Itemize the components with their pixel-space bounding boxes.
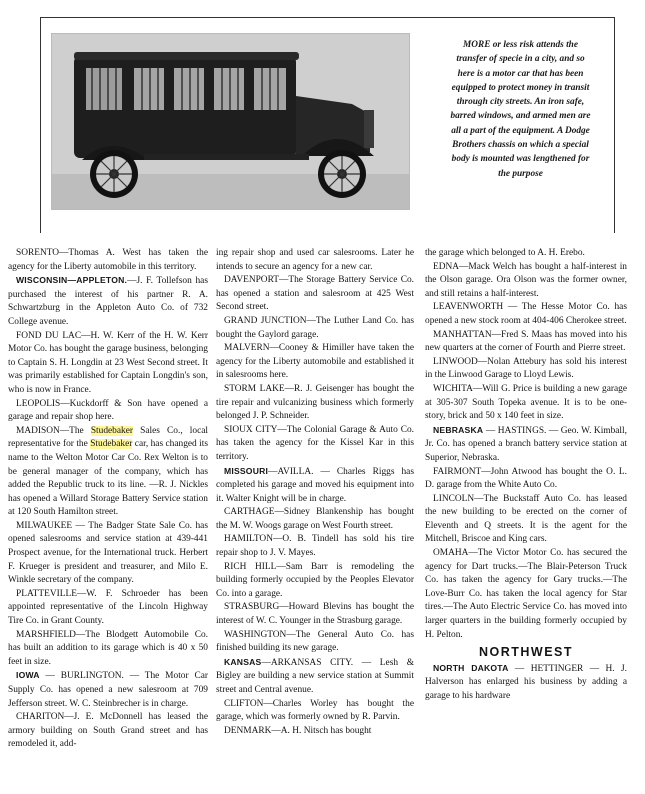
news-item — [216, 342, 414, 383]
news-item — [8, 669, 208, 711]
news-text: the garage which belonged to A. H. Erebo. — [425, 248, 585, 258]
news-item — [425, 424, 627, 466]
news-item — [425, 466, 627, 493]
news-item — [8, 274, 208, 329]
state-heading: WISCONSIN—APPLETON. — [16, 275, 128, 286]
text-column-2 — [216, 247, 414, 738]
news-text: DENMARK—A. H. Nitsch has bought — [224, 725, 372, 736]
news-text: SORENTO—Thomas A. West has taken the agency for the Liberty automobile in this territory. — [8, 248, 208, 272]
news-text: MANHATTAN—Fred S. Maas has moved into his new quarters at the corner of Fourth and Pierre street. — [425, 329, 627, 354]
news-item — [216, 383, 414, 424]
state-heading: NORTH DAKOTA — [433, 662, 509, 673]
news-text: —J. F. Tollefson has purchased the interest of his partner R. A. Schwartzburg in the Appleton Auto Co. of 732 College avenue. — [8, 276, 208, 327]
news-item — [8, 629, 208, 670]
news-text: CLIFTON—Charles Worley has bought the garage, which was formerly owned by R. Parvin. — [216, 698, 414, 723]
news-item — [216, 725, 414, 739]
news-text: HAMILTON—O. B. Tindell has sold his tire repair shop to J. V. Mayes. — [216, 534, 414, 559]
photo-caption — [448, 38, 593, 181]
news-item — [425, 329, 627, 356]
state-heading: KANSAS — [224, 656, 262, 667]
news-item — [216, 247, 414, 274]
news-item — [425, 547, 627, 642]
news-text: GRAND JUNCTION—The Luther Land Co. has bought the Gaylord garage. — [216, 315, 414, 340]
news-text: DAVENPORT—The Storage Battery Service Co. has opened a station and salesroom at 425 West Second street. — [216, 275, 414, 313]
news-text: LINWOOD—Nolan Attebury has sold his interest in the Linwood Garage to Lloyd Lewis. — [425, 356, 627, 381]
news-item — [216, 629, 414, 656]
news-text: —AVILLA. — Charles Riggs has completed his garage and moved his equipment into it. Walter Knight will be in charge. — [216, 466, 414, 504]
armored-car-photo — [51, 33, 410, 210]
news-text: FOND DU LAC—H. W. Kerr of the H. W. Kerr Motor Co. has bought the garage business, belonging to Captain S. H. Longdin at 23 West Second street. It was primarily established for Captain Longdin's son, who is now in France. — [8, 330, 208, 395]
news-item — [8, 330, 208, 398]
news-text: LEAVENWORTH — The Hesse Motor Co. has opened a new stock room at 404-406 Cherokee street. — [425, 302, 627, 326]
news-item — [8, 520, 208, 588]
section-heading: NORTHWEST — [478, 645, 574, 660]
news-item — [425, 356, 627, 383]
state-heading: MISSOURI — [224, 465, 269, 476]
news-text: MARSHFIELD—The Blodgett Automobile Co. has built an addition to its garage which is 40 x 50 feet in size. — [8, 629, 208, 667]
news-text: — BURLINGTON. — The Motor Car Supply Co. has opened a new salesroom at 709 Jefferson street. W. C. Steinbrecher is in charge. — [8, 671, 208, 709]
news-text: CHARITON—J. E. McDonnell has leased the armory building on South Grand street and has remodeled it, add- — [8, 712, 208, 750]
news-item — [216, 315, 414, 342]
caption-text: MORE or less risk attends the transfer of specie in a city, and so here is a motor car that has been equipped to protect money in transit through city streets. An iron safe, barred windows, and armed men are all a part of the equipment. A Dodge Brothers chassis on which a special body is mounted was lengthened for the purpose — [450, 40, 591, 179]
highlighted-term: Studebaker — [90, 425, 134, 436]
news-text: STORM LAKE—R. J. Geisenger has bought the tire repair and vulcanizing business which formerly belonged J. P. Schneider. — [216, 383, 414, 422]
news-text: RICH HILL—Sam Barr is remodeling the building formerly occupied by the Peoples Elevator Co. into a garage. — [216, 561, 414, 599]
news-text: WASHINGTON—The General Auto Co. has finished building its new garage. — [216, 629, 414, 654]
news-item — [425, 261, 627, 302]
text-column-3 — [425, 247, 627, 704]
news-text: LINCOLN—The Buckstaff Auto Co. has leased the new building to be erected on the corner of Eleventh and Q streets. It is the agent for the Mitchell, Briscoe and King cars. — [425, 493, 627, 545]
news-item — [425, 383, 627, 424]
news-text: WICHITA—Will G. Price is building a new garage at 305-307 South Topeka avenue. It is to be one-story, brick and 50 x 140 feet in size. — [425, 383, 627, 422]
news-item — [216, 656, 414, 698]
news-text: — HETTINGER — H. J. Halverson has enlarged his business by adding a garage to his hardware — [425, 663, 627, 701]
news-item — [216, 533, 414, 560]
news-text: SIOUX CITY—The Colonial Garage & Auto Co. has taken the agency for the Kissel Kar in this territory. — [216, 424, 414, 462]
news-text: OMAHA—The Victor Motor Co. has secured the agency for Dart trucks.—The Blair-Peterson Truck Co. has taken the agency for Gary trucks.—The Love-Burr Co. has taken the local agency for Star tires.—The Auto Electric Service Co. has moved into larger quarters in the building formerly occupied by H. Pelton. — [425, 548, 627, 640]
news-text: —ARKANSAS CITY. — Lesh & Bigley are building a new service station at Summit street and Central avenue. — [216, 657, 414, 695]
highlighted-term: Studebaker — [90, 439, 133, 450]
news-item — [425, 301, 627, 328]
news-item — [8, 398, 208, 425]
news-item — [216, 698, 414, 725]
news-item — [8, 711, 208, 752]
news-item — [425, 247, 627, 261]
news-text: STRASBURG—Howard Blevins has bought the interest of W. C. Younger in the Strasburg garage. — [216, 602, 414, 627]
news-text: MADISON—The Studebaker Sales Co., local representative for the Studebaker car, has changed its name to the Welton Motor Car Co. Rex Welton is to be general manager of the company, which has added the Republic truck to its line. —R. J. Nickles has opened a Willard Storage Battery Service station at 120 South Hamilton street. — [8, 425, 208, 518]
news-item — [8, 588, 208, 629]
news-text: MILWAUKEE — The Badger State Sale Co. has opened salesrooms and service station at 439-441 Prospect avenue, for the International truck. Herbert F. Krueger is president and treasurer, and Milo E. Winkle secretary of the company. — [8, 520, 208, 586]
news-item — [216, 424, 414, 465]
news-text: LEOPOLIS—Kuckdorff & Son have opened a garage and repair shop here. — [8, 398, 208, 423]
news-text: ing repair shop and used car salesrooms. Later he intends to secure an agency for a new car. — [216, 248, 414, 272]
state-heading: IOWA — [16, 670, 40, 681]
news-text: MALVERN—Cooney & Himiller have taken the agency for the Liberty automobile and established it in salesrooms here. — [216, 343, 414, 381]
news-text: EDNA—Mack Welch has bought a half-interest in the Olson garage. Ora Olson was the former owner, and still retains a half-interest. — [425, 261, 627, 299]
news-item — [216, 561, 414, 602]
news-item — [425, 662, 627, 704]
news-item — [216, 601, 414, 628]
news-item — [216, 465, 414, 507]
news-item — [216, 274, 414, 315]
news-item — [8, 247, 208, 274]
news-text: FAIRMONT—John Atwood has bought the O. L. D. garage from the White Auto Co. — [425, 466, 627, 491]
news-item — [425, 493, 627, 547]
state-heading: NEBRASKA — [433, 424, 484, 435]
news-text: CARTHAGE—Sidney Blankenship has bought the M. W. Woogs garage on West Fourth street. — [216, 507, 414, 531]
text-column-1 — [8, 247, 208, 752]
news-text: — HASTINGS. — Geo. W. Kimball, Jr. Co. has opened a branch battery service station at Superior, Nebraska. — [425, 425, 627, 463]
news-item — [8, 425, 208, 520]
news-text: PLATTEVILLE—W. F. Schroeder has been appointed representative of the Lincoln Highway Tire Co. in Grant County. — [8, 588, 208, 627]
news-item — [216, 506, 414, 533]
